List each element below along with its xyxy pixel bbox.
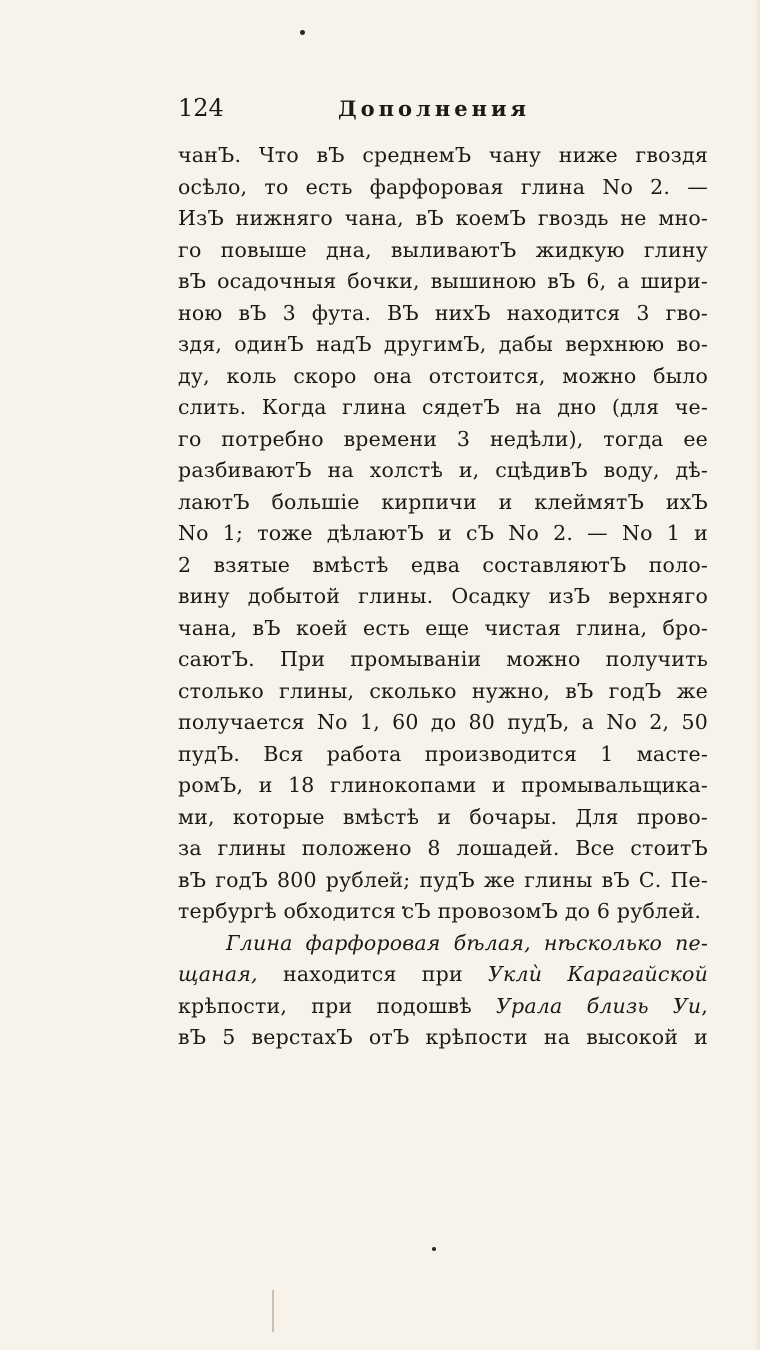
italic-term: щаная,: [178, 962, 258, 986]
text-line: No 1; тоже дѣлаютЪ и сЪ No 2. — No 1 и: [178, 521, 708, 545]
text-line: слить. Когда глина сядетЪ на дно (для че-: [178, 395, 708, 419]
page-edge-shadow: [754, 0, 760, 1350]
text-line: столько глины, сколько нужно, вЪ годЪ же: [178, 678, 708, 703]
ink-speck: [300, 30, 305, 35]
text-line: за глины положено 8 лошадей. Все стоитЪ: [178, 836, 708, 860]
italic-place-name: Уклѝ Карагайской: [488, 962, 709, 986]
text-line: ною вЪ 3 фута. ВЪ нихЪ находится 3 гво-: [178, 300, 708, 325]
text-line: чана, вЪ коей есть еще чистая глина, бро-: [178, 615, 708, 640]
text-line: ИзЪ нижняго чана, вЪ коемЪ гвоздь не мно-: [178, 206, 708, 230]
text-line: получается No 1, 60 до 80 пудЪ, а No 2, 50: [178, 710, 708, 734]
text-line: вину добытой глины. Осадку изЪ верхняго: [178, 584, 708, 608]
body-text: [178, 140, 708, 1054]
text-line: го потребно времени 3 недѣли), тогда ее: [178, 426, 708, 451]
text-line: пудЪ. Вся работа производится 1 масте-: [178, 741, 708, 766]
text-line: чанЪ. Что вЪ среднемЪ чану ниже гвоздя: [178, 143, 708, 167]
text-line: здя, одинЪ надЪ другимЪ, дабы верхнюю во-: [178, 332, 708, 356]
italic-place-name: Урала близь Уи: [495, 993, 702, 1018]
page-number: 124: [178, 94, 224, 122]
text-line: ромЪ, и 18 глинокопами и промывальщика-: [178, 773, 708, 797]
text-line: разбиваютЪ на холстѣ и, сцѣдивЪ воду, дѣ-: [178, 458, 708, 482]
text-span: ,: [701, 993, 708, 1018]
text-line: ду, коль скоро она отстоится, можно было: [178, 363, 708, 388]
text-line: го повыше дна, выливаютЪ жидкую глину: [178, 237, 708, 262]
paragraph-line: [178, 991, 708, 1023]
running-head: Дополнения: [338, 96, 531, 121]
text-line: осѣло, то есть фарфоровая глина No 2. —: [178, 174, 708, 199]
paragraph-line: вЪ 5 верстахЪ отЪ крѣпости на высокой и: [178, 1025, 708, 1049]
text-line: ми, которые вмѣстѣ и бочары. Для прово-: [178, 804, 708, 829]
text-line: вЪ годЪ 800 рублей; пудЪ же глины вЪ С. Пе-: [178, 867, 708, 892]
italic-term: Глина фарфоровая бѣлая, нѣсколько пе-: [226, 930, 708, 955]
text-line: лаютЪ большіе кирпичи и клеймятЪ ихЪ: [178, 489, 708, 514]
page-header: [178, 94, 718, 124]
paragraph-line: [178, 928, 708, 960]
text-span: находится при: [257, 962, 489, 986]
text-line: 2 взятые вмѣстѣ едва составляютЪ поло-: [178, 552, 708, 577]
text-line: тербургѣ обходится сЪ провозомЪ до 6 рублей.: [178, 899, 702, 923]
text-line: вЪ осадочныя бочки, вышиною вЪ 6, а шири-: [178, 269, 708, 293]
text-line: саютЪ. При промываніи можно получить: [178, 647, 708, 671]
text-span: крѣпости, при подошвѣ: [178, 993, 496, 1018]
margin-mark: [272, 1290, 274, 1332]
ink-speck: [432, 1247, 436, 1251]
paragraph-line: [178, 959, 708, 991]
